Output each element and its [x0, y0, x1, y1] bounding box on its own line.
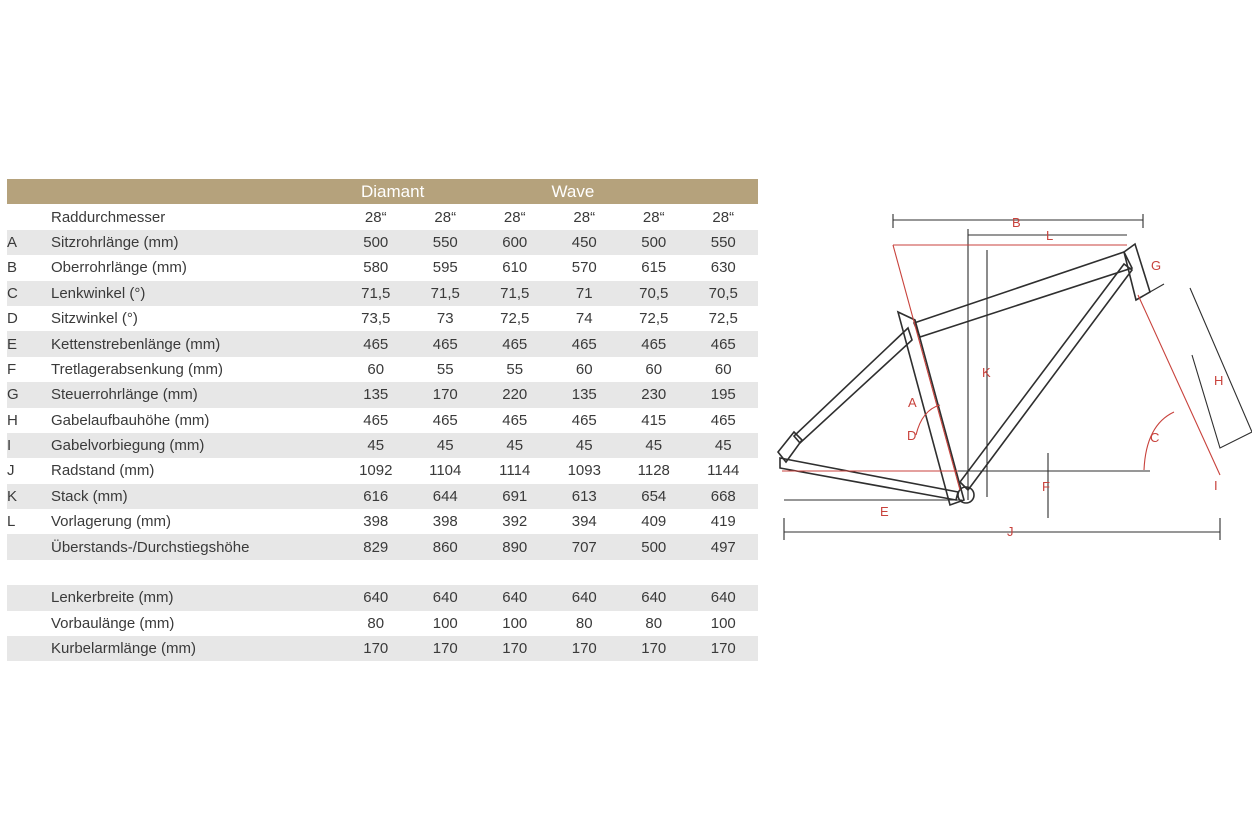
- dim-label-c: C: [1150, 430, 1160, 445]
- cell-value: 640: [689, 585, 759, 610]
- cell-value: 195: [689, 382, 759, 407]
- cell-value: 28“: [503, 208, 526, 226]
- row-letter: D: [7, 310, 18, 328]
- row-label: Lenkwinkel (°): [51, 281, 341, 306]
- cell-value: 170: [689, 636, 759, 661]
- cell-value: 707: [550, 534, 620, 559]
- cell-value: 1092: [359, 462, 393, 480]
- cell-value: 398: [363, 513, 389, 531]
- table-row: [7, 255, 758, 280]
- row-letter: K: [7, 484, 51, 509]
- cell-value: 580: [363, 259, 389, 277]
- dim-label-e: E: [880, 504, 889, 519]
- row-label: Lenkerbreite (mm): [51, 585, 341, 610]
- cell-value: 135: [341, 382, 411, 407]
- cell-value: 465: [571, 411, 597, 429]
- cell-value: 392: [502, 513, 528, 531]
- cell-value: 616: [341, 484, 411, 509]
- cell-value: 170: [341, 636, 411, 661]
- table-row: [7, 306, 758, 331]
- dim-label-j: J: [1007, 524, 1014, 539]
- cell-value: 465: [502, 411, 528, 429]
- table-row: [7, 433, 758, 458]
- cell-value: 570: [571, 259, 597, 277]
- red-dimension-lines: [782, 245, 1220, 490]
- table-row: [7, 636, 758, 661]
- cell-value: 80: [367, 614, 385, 632]
- row-label: Kurbelarmlänge (mm): [51, 636, 341, 661]
- row-letter: H: [7, 411, 18, 429]
- spacer-cell: [480, 560, 550, 585]
- cell-value: 829: [341, 534, 411, 559]
- cell-value: 394: [571, 513, 597, 531]
- cell-value: 74: [575, 310, 593, 328]
- dim-label-i: I: [1214, 478, 1218, 493]
- row-label: Kettenstrebenlänge (mm): [51, 331, 341, 356]
- cell-value: 1093: [567, 462, 601, 480]
- row-label: Sitzwinkel (°): [51, 310, 138, 328]
- row-label: Stack (mm): [51, 484, 341, 509]
- table-row: [7, 484, 758, 509]
- cell-value: 45: [619, 433, 689, 458]
- cell-value: 500: [341, 230, 411, 255]
- table-header: [7, 179, 758, 204]
- cell-value: 230: [619, 382, 689, 407]
- spacer-cell: [51, 560, 341, 585]
- cell-value: 170: [480, 636, 550, 661]
- row-letter: A: [7, 230, 51, 255]
- row-label: Tretlagerabsenkung (mm): [51, 360, 224, 378]
- cell-value: 419: [710, 513, 736, 531]
- cell-value: 465: [480, 331, 550, 356]
- table-row: [7, 534, 758, 559]
- spacer-cell: [411, 560, 481, 585]
- cell-value: 170: [550, 636, 620, 661]
- cell-value: 550: [689, 230, 759, 255]
- bike-frame: [778, 244, 1150, 505]
- cell-value: 71,5: [411, 281, 481, 306]
- cell-value: 415: [641, 411, 667, 429]
- cell-value: 465: [689, 331, 759, 356]
- row-label: Steuerrohrlänge (mm): [51, 382, 341, 407]
- cell-value: 465: [363, 411, 389, 429]
- spacer-cell: [7, 560, 51, 585]
- cell-value: 70,5: [619, 281, 689, 306]
- cell-value: 73,5: [361, 310, 391, 328]
- dim-label-b: B: [1012, 215, 1021, 230]
- cell-value: 45: [341, 433, 411, 458]
- row-letter: B: [7, 259, 18, 277]
- row-letter: [7, 585, 51, 610]
- row-label: Vorbaulänge (mm): [51, 614, 175, 632]
- cell-value: 60: [714, 360, 732, 378]
- cell-value: 465: [341, 331, 411, 356]
- cell-value: 28“: [573, 208, 596, 226]
- cell-value: 71,5: [480, 281, 550, 306]
- cell-value: 500: [619, 230, 689, 255]
- cell-value: 100: [432, 614, 458, 632]
- dim-label-f: F: [1042, 479, 1050, 494]
- cell-value: 640: [411, 585, 481, 610]
- cell-value: 135: [550, 382, 620, 407]
- cell-value: 1144: [707, 462, 740, 480]
- cell-value: 1128: [637, 462, 670, 480]
- table-row: [7, 408, 758, 433]
- cell-value: 100: [710, 614, 736, 632]
- cell-value: 613: [550, 484, 620, 509]
- table-row: [7, 458, 758, 483]
- row-letter: L: [7, 513, 16, 531]
- row-letter: I: [7, 433, 51, 458]
- cell-value: 640: [341, 585, 411, 610]
- row-label: Gabelaufbauhöhe (mm): [51, 411, 210, 429]
- cell-value: 1114: [499, 462, 531, 480]
- cell-value: 28“: [364, 208, 387, 226]
- row-letter: E: [7, 331, 51, 356]
- row-letter: C: [7, 281, 51, 306]
- cell-value: 72,5: [708, 310, 738, 328]
- cell-value: 465: [619, 331, 689, 356]
- row-letter: J: [7, 462, 15, 480]
- row-label: Raddurchmesser: [51, 208, 166, 226]
- cell-value: 28“: [434, 208, 457, 226]
- geometry-table: [7, 179, 758, 661]
- cell-value: 60: [645, 360, 663, 378]
- cell-value: 71,5: [341, 281, 411, 306]
- cell-value: 550: [411, 230, 481, 255]
- cell-value: 220: [480, 382, 550, 407]
- cell-value: 644: [411, 484, 481, 509]
- cell-value: 60: [367, 360, 385, 378]
- row-letter: [7, 636, 51, 661]
- row-letter: F: [7, 360, 17, 378]
- dimension-lines: [782, 214, 1252, 540]
- dim-label-l: L: [1046, 228, 1054, 243]
- dim-label-g: G: [1151, 258, 1162, 273]
- row-letter: [7, 534, 51, 559]
- dim-label-k: K: [982, 365, 991, 380]
- row-label: Überstands-/Durchstiegshöhe: [51, 534, 341, 559]
- bike-frame-diagram: [772, 200, 1252, 545]
- cell-value: 860: [411, 534, 481, 559]
- spacer-cell: [341, 560, 411, 585]
- cell-value: 465: [411, 331, 481, 356]
- cell-value: 497: [689, 534, 759, 559]
- cell-value: 465: [550, 331, 620, 356]
- table-spacer-row: [7, 560, 758, 585]
- cell-value: 80: [575, 614, 593, 632]
- cell-value: 170: [411, 636, 481, 661]
- cell-value: 70,5: [689, 281, 759, 306]
- row-letter: [7, 611, 51, 636]
- cell-value: 1104: [429, 462, 462, 480]
- cell-value: 500: [619, 534, 689, 559]
- cell-value: 409: [641, 513, 667, 531]
- cell-value: 640: [619, 585, 689, 610]
- spacer-cell: [619, 560, 689, 585]
- cell-value: 28“: [642, 208, 665, 226]
- cell-value: 640: [480, 585, 550, 610]
- cell-value: 72,5: [639, 310, 669, 328]
- table-row: [7, 585, 758, 610]
- cell-value: 55: [506, 360, 524, 378]
- cell-value: 45: [689, 433, 759, 458]
- cell-value: 45: [550, 433, 620, 458]
- table-row: [7, 281, 758, 306]
- cell-value: 60: [575, 360, 593, 378]
- row-label: Vorlagerung (mm): [51, 513, 172, 531]
- cell-value: 28“: [712, 208, 735, 226]
- cell-value: 595: [432, 259, 458, 277]
- cell-value: 615: [641, 259, 667, 277]
- cell-value: 465: [710, 411, 736, 429]
- spacer-cell: [550, 560, 620, 585]
- group-header-wave: Wave: [550, 179, 759, 204]
- table-row: [7, 331, 758, 356]
- cell-value: 170: [411, 382, 481, 407]
- table-row-wheel-size: [7, 204, 758, 229]
- row-letter: G: [7, 382, 51, 407]
- cell-value: 55: [436, 360, 454, 378]
- cell-value: 610: [502, 259, 528, 277]
- row-label: Sitzrohrlänge (mm): [51, 230, 341, 255]
- cell-value: 640: [550, 585, 620, 610]
- cell-value: 71: [550, 281, 620, 306]
- table-row: [7, 611, 758, 636]
- cell-value: 45: [480, 433, 550, 458]
- cell-value: 465: [432, 411, 458, 429]
- cell-value: 100: [502, 614, 528, 632]
- row-label: Oberrohrlänge (mm): [51, 259, 187, 277]
- row-label: Radstand (mm): [51, 462, 155, 480]
- cell-value: 80: [645, 614, 663, 632]
- cell-value: 73: [436, 310, 454, 328]
- cell-value: 668: [689, 484, 759, 509]
- dim-label-h: H: [1214, 373, 1224, 388]
- cell-value: 890: [480, 534, 550, 559]
- dim-label-d: D: [907, 428, 917, 443]
- cell-value: 170: [619, 636, 689, 661]
- cell-value: 72,5: [500, 310, 530, 328]
- table-row: [7, 509, 758, 534]
- table-row: [7, 230, 758, 255]
- cell-value: 450: [550, 230, 620, 255]
- cell-value: 630: [710, 259, 736, 277]
- table-row: [7, 382, 758, 407]
- row-label: Gabelvorbiegung (mm): [51, 433, 341, 458]
- cell-value: 600: [480, 230, 550, 255]
- dim-label-a: A: [908, 395, 917, 410]
- cell-value: 45: [411, 433, 481, 458]
- cell-value: 398: [432, 513, 458, 531]
- cell-value: 691: [480, 484, 550, 509]
- cell-value: 654: [619, 484, 689, 509]
- group-header-diamant: Diamant: [341, 179, 550, 204]
- spacer-cell: [689, 560, 759, 585]
- table-row: [7, 357, 758, 382]
